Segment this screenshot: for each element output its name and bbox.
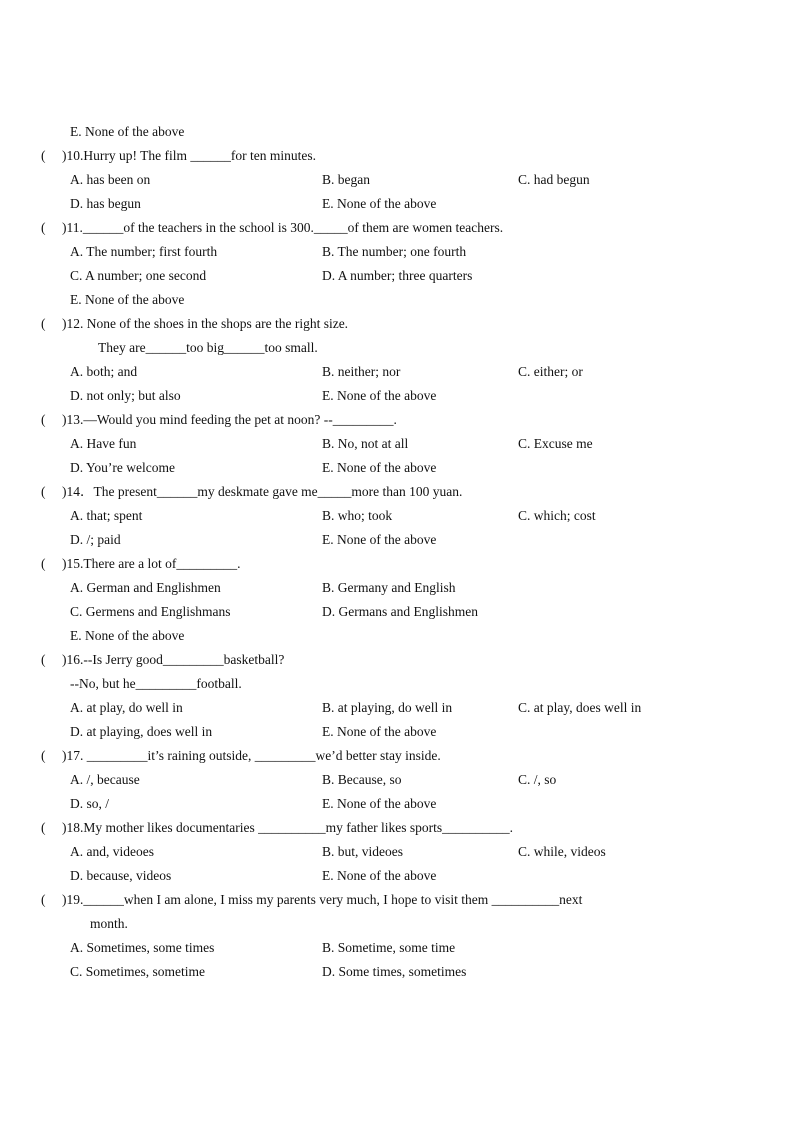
question-stem: [0, 648, 794, 672]
answer-option: B. neither; nor: [322, 364, 401, 379]
question-text: )19.______when I am alone, I miss my parents very much, I hope to visit them __________next: [62, 892, 583, 907]
question-text: They are______too big______too small.: [98, 340, 318, 355]
answer-option: B. at playing, do well in: [322, 700, 453, 715]
question-stem: [0, 216, 794, 240]
answer-option: E. None of the above: [70, 292, 185, 307]
question-block: [0, 480, 794, 552]
question-block: [0, 144, 794, 216]
answer-option: E. None of the above: [322, 724, 437, 739]
answer-option: C. at play, does well in: [518, 700, 642, 715]
answer-bracket: (: [41, 316, 46, 331]
question-text: )11.______of the teachers in the school is 300._____of them are women teachers.: [62, 220, 504, 235]
answer-option: C. had begun: [518, 172, 590, 187]
question-stem: [0, 312, 794, 336]
option-row: [0, 840, 794, 864]
question-stem: [0, 480, 794, 504]
option-row: [0, 960, 794, 984]
answer-option: E. None of the above: [322, 196, 437, 211]
answer-option: A. The number; first fourth: [70, 244, 218, 259]
question-text: --No, but he_________football.: [70, 676, 242, 691]
answer-option: D. /; paid: [70, 532, 121, 547]
option-row: [0, 456, 794, 480]
question-text: )16.--Is Jerry good_________basketball?: [62, 652, 285, 667]
answer-option: A. at play, do well in: [70, 700, 183, 715]
answer-option: D. because, videos: [70, 868, 172, 883]
question-block: [0, 408, 794, 480]
answer-option: B. No, not at all: [322, 436, 409, 451]
answer-bracket: (: [41, 652, 46, 667]
answer-option: E. None of the above: [322, 460, 437, 475]
option-row: [0, 240, 794, 264]
exam-page: [0, 120, 794, 984]
answer-bracket: (: [41, 892, 46, 907]
answer-option: E. None of the above: [322, 388, 437, 403]
question-text: )15.There are a lot of_________.: [62, 556, 241, 571]
question-block: [0, 816, 794, 888]
answer-option: B. Germany and English: [322, 580, 456, 595]
option-row: [0, 168, 794, 192]
answer-option: B. but, videoes: [322, 844, 403, 859]
option-row: [0, 936, 794, 960]
option-row: [0, 528, 794, 552]
answer-option: E. None of the above: [322, 868, 437, 883]
answer-option: B. who; took: [322, 508, 393, 523]
answer-option: A. both; and: [70, 364, 138, 379]
question-text: )18.My mother likes documentaries __________my father likes sports__________.: [62, 820, 514, 835]
answer-option: A. that; spent: [70, 508, 143, 523]
option-row: [0, 768, 794, 792]
answer-option: A. has been on: [70, 172, 151, 187]
answer-option: D. not only; but also: [70, 388, 181, 403]
option-row: [0, 264, 794, 288]
answer-option: D. has begun: [70, 196, 141, 211]
option-row: [0, 600, 794, 624]
question-block: [0, 888, 794, 984]
question-stem: [0, 408, 794, 432]
question-text: )13.—Would you mind feeding the pet at noon? --_________.: [62, 412, 397, 427]
question-text: )12. None of the shoes in the shops are the right size.: [62, 316, 349, 331]
answer-option: C. either; or: [518, 364, 583, 379]
answer-option: E. None of the above: [70, 628, 185, 643]
answer-option: C. Germens and Englishmans: [70, 604, 231, 619]
answer-option: B. Sometime, some time: [322, 940, 456, 955]
answer-bracket: (: [41, 748, 46, 763]
answer-bracket: (: [41, 220, 46, 235]
option-row: [0, 360, 794, 384]
question-text: month.: [90, 916, 128, 931]
question-stem: [0, 816, 794, 840]
question-stem: [0, 744, 794, 768]
question-block: [0, 312, 794, 408]
answer-bracket: (: [41, 484, 46, 499]
question-stem: [0, 144, 794, 168]
answer-option: D. Some times, sometimes: [322, 964, 467, 979]
answer-option: C. /, so: [518, 772, 557, 787]
question-text: )17. _________it’s raining outside, _________we’d better stay inside.: [62, 748, 441, 763]
option-row: [0, 864, 794, 888]
option-row: [0, 624, 794, 648]
question-block: [0, 648, 794, 744]
answer-option: A. Sometimes, some times: [70, 940, 215, 955]
option-row: [0, 384, 794, 408]
answer-option: C. Sometimes, sometime: [70, 964, 205, 979]
option-row: [0, 432, 794, 456]
question-block: [0, 552, 794, 648]
question-stem: [0, 552, 794, 576]
answer-option: D. You’re welcome: [70, 460, 175, 475]
answer-option: B. Because, so: [322, 772, 402, 787]
option-row: [0, 792, 794, 816]
question-block: [0, 216, 794, 312]
answer-bracket: (: [41, 820, 46, 835]
answer-option: D. at playing, does well in: [70, 724, 213, 739]
answer-option: B. The number; one fourth: [322, 244, 467, 259]
answer-bracket: (: [41, 148, 46, 163]
question-stem-continuation: [0, 336, 794, 360]
option-row: [0, 720, 794, 744]
option-row: [0, 192, 794, 216]
question-text: )10.Hurry up! The film ______for ten minutes.: [62, 148, 316, 163]
answer-option: E. None of the above: [322, 532, 437, 547]
answer-option: C. A number; one second: [70, 268, 207, 283]
option-e: E. None of the above: [70, 124, 185, 139]
option-row: [0, 288, 794, 312]
answer-option: A. Have fun: [70, 436, 137, 451]
answer-bracket: (: [41, 556, 46, 571]
question-list: [0, 144, 794, 984]
question-text: )14．The present______my deskmate gave me_____more than 100 yuan.: [62, 484, 463, 499]
answer-option: A. and, videoes: [70, 844, 154, 859]
option-row: [0, 696, 794, 720]
question-stem: [0, 888, 794, 912]
answer-option: C. Excuse me: [518, 436, 593, 451]
leading-option-line: [0, 120, 794, 144]
answer-bracket: (: [41, 412, 46, 427]
question-block: [0, 744, 794, 816]
question-stem-continuation: [0, 672, 794, 696]
option-row: [0, 576, 794, 600]
answer-option: C. which; cost: [518, 508, 596, 523]
answer-option: A. /, because: [70, 772, 140, 787]
answer-option: E. None of the above: [322, 796, 437, 811]
answer-option: B. began: [322, 172, 370, 187]
answer-option: A. German and Englishmen: [70, 580, 221, 595]
answer-option: D. Germans and Englishmen: [322, 604, 478, 619]
answer-option: D. so, /: [70, 796, 110, 811]
option-row: [0, 504, 794, 528]
answer-option: D. A number; three quarters: [322, 268, 473, 283]
question-stem-continuation: [0, 912, 794, 936]
answer-option: C. while, videos: [518, 844, 606, 859]
